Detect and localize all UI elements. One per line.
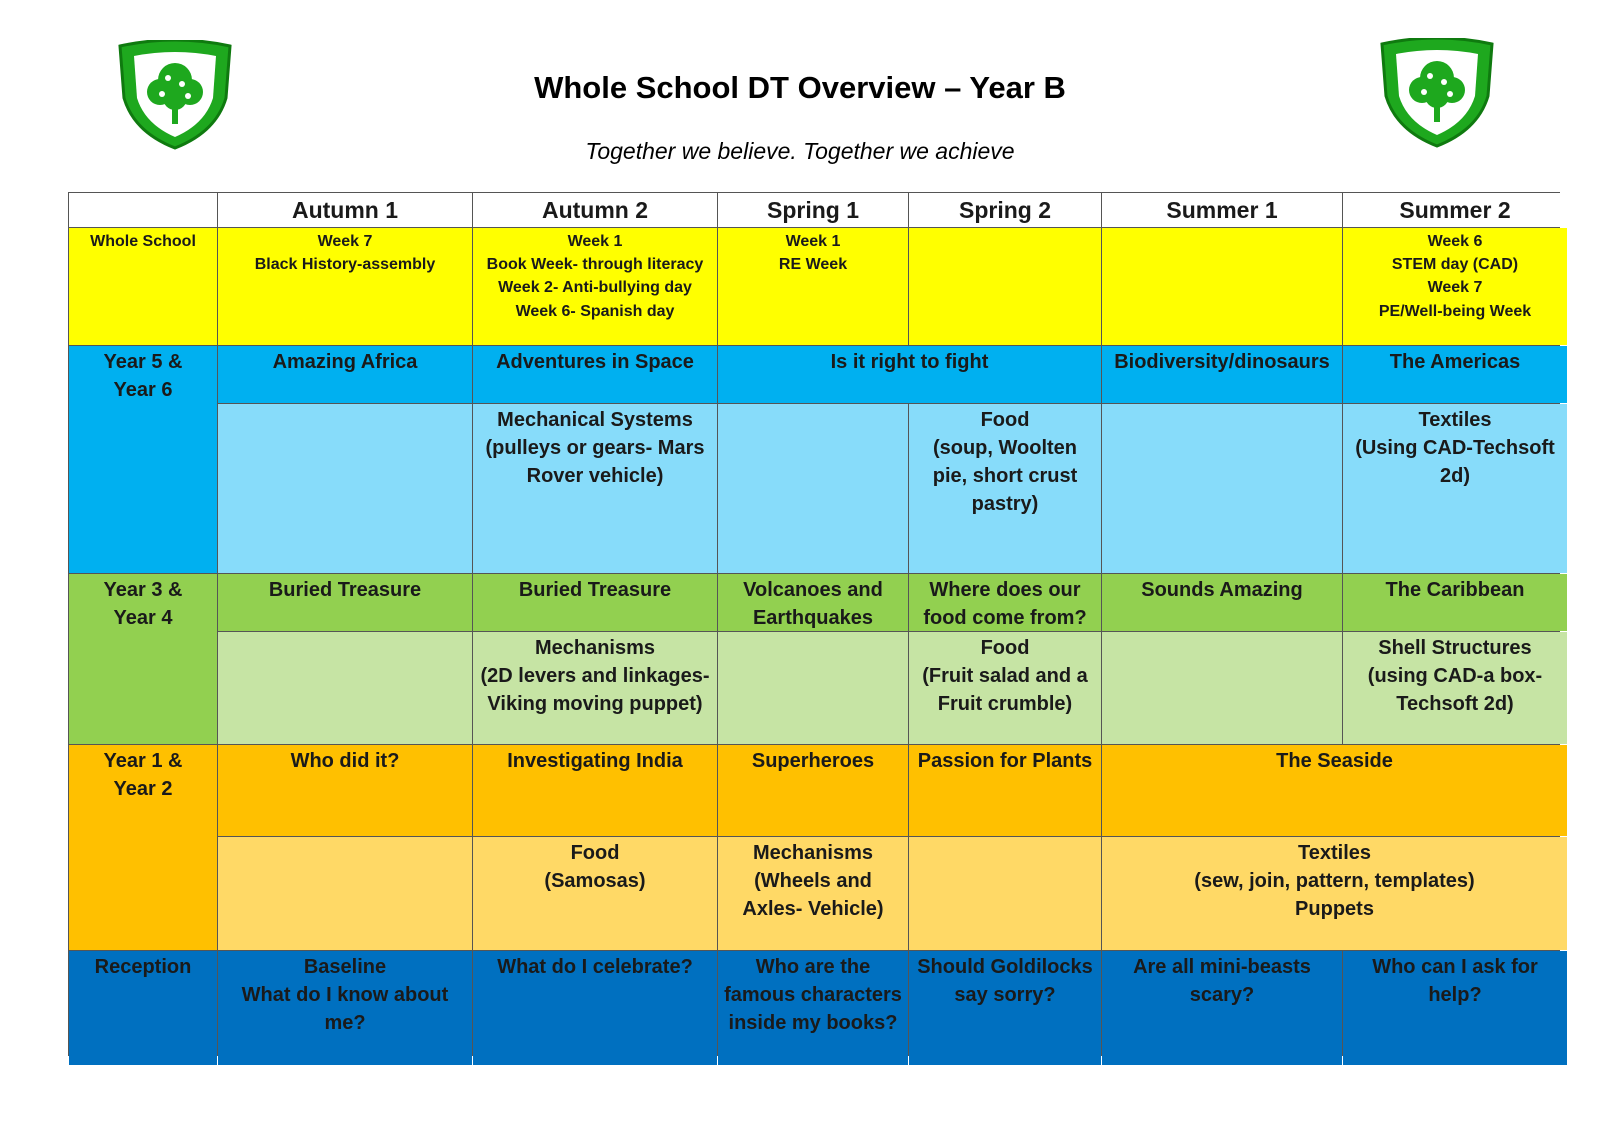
y12-topic-who-did-it: Who did it? xyxy=(218,745,472,836)
y34-dt-shell-structures: Shell Structures (using CAD-a box- Techsoft 2d) xyxy=(1343,632,1567,744)
y34-dt-mechanisms: Mechanisms (2D levers and linkages- Viking moving puppet) xyxy=(473,632,717,744)
whole-school-spring-2 xyxy=(909,228,1101,345)
y12-dt-food: Food (Samosas) xyxy=(473,837,717,950)
y34-topic-the-caribbean: The Caribbean xyxy=(1343,574,1567,631)
reception-autumn-2: What do I celebrate? xyxy=(473,951,717,1065)
header-autumn-1: Autumn 1 xyxy=(218,193,472,227)
header-spring-2: Spring 2 xyxy=(909,193,1101,227)
whole-school-summer-2: Week 6 STEM day (CAD) Week 7 PE/Well-being Week xyxy=(1343,228,1567,345)
y56-dt-empty xyxy=(218,404,472,573)
reception-summer-2: Who can I ask for help? xyxy=(1343,951,1567,1065)
y56-topic-is-it-right-to-fight: Is it right to fight xyxy=(718,346,1101,403)
y34-dt-empty xyxy=(1102,632,1342,744)
y56-topic-biodiversity: Biodiversity/dinosaurs xyxy=(1102,346,1342,403)
whole-school-spring-1: Week 1 RE Week xyxy=(718,228,908,345)
header-spring-1: Spring 1 xyxy=(718,193,908,227)
y56-dt-mechanical-systems: Mechanical Systems (pulleys or gears- Mars Rover vehicle) xyxy=(473,404,717,573)
school-motto: Together we believe. Together we achieve xyxy=(585,138,1015,164)
row-label-year-3-4: Year 3 & Year 4 xyxy=(69,574,217,744)
header-autumn-2: Autumn 2 xyxy=(473,193,717,227)
row-label-year-5-6: Year 5 & Year 6 xyxy=(69,346,217,573)
reception-summer-1: Are all mini-beasts scary? xyxy=(1102,951,1342,1065)
header-summer-1: Summer 1 xyxy=(1102,193,1342,227)
y12-topic-superheroes: Superheroes xyxy=(718,745,908,836)
header-corner xyxy=(69,193,217,227)
page-title: Whole School DT Overview – Year B xyxy=(534,70,1066,105)
y56-dt-empty xyxy=(1102,404,1342,573)
whole-school-autumn-2: Week 1 Book Week- through literacy Week 2- Anti-bullying day Week 6- Spanish day xyxy=(473,228,717,345)
whole-school-autumn-1: Week 7 Black History-assembly xyxy=(218,228,472,345)
y56-topic-amazing-africa: Amazing Africa xyxy=(218,346,472,403)
y56-dt-food: Food (soup, Woolten pie, short crust pastry) xyxy=(909,404,1101,573)
y34-dt-empty xyxy=(218,632,472,744)
row-label-reception: Reception xyxy=(69,951,217,1065)
row-label-year-1-2: Year 1 & Year 2 xyxy=(69,745,217,950)
y12-dt-textiles: Textiles (sew, join, pattern, templates) Puppets xyxy=(1102,837,1567,950)
y34-dt-empty xyxy=(718,632,908,744)
y34-topic-where-does-food-come-from: Where does our food come from? xyxy=(909,574,1101,631)
y56-topic-the-americas: The Americas xyxy=(1343,346,1567,403)
y12-topic-investigating-india: Investigating India xyxy=(473,745,717,836)
y12-dt-mechanisms: Mechanisms (Wheels and Axles- Vehicle) xyxy=(718,837,908,950)
y12-topic-passion-for-plants: Passion for Plants xyxy=(909,745,1101,836)
whole-school-summer-1 xyxy=(1102,228,1342,345)
y56-topic-adventures-in-space: Adventures in Space xyxy=(473,346,717,403)
y34-topic-buried-treasure: Buried Treasure xyxy=(473,574,717,631)
y34-topic-buried-treasure: Buried Treasure xyxy=(218,574,472,631)
y12-topic-the-seaside: The Seaside xyxy=(1102,745,1567,836)
y56-dt-textiles: Textiles (Using CAD-Techsoft 2d) xyxy=(1343,404,1567,573)
row-label-whole-school: Whole School xyxy=(69,228,217,345)
y34-topic-sounds-amazing: Sounds Amazing xyxy=(1102,574,1342,631)
overview-table xyxy=(68,192,1560,1056)
header-summer-2: Summer 2 xyxy=(1343,193,1567,227)
reception-spring-2: Should Goldilocks say sorry? xyxy=(909,951,1101,1065)
y56-dt-empty xyxy=(718,404,908,573)
y34-dt-food: Food (Fruit salad and a Fruit crumble) xyxy=(909,632,1101,744)
reception-spring-1: Who are the famous characters inside my books? xyxy=(718,951,908,1065)
reception-autumn-1: Baseline What do I know about me? xyxy=(218,951,472,1065)
y12-dt-empty xyxy=(909,837,1101,950)
y34-topic-volcanoes: Volcanoes and Earthquakes xyxy=(718,574,908,631)
y12-dt-empty xyxy=(218,837,472,950)
